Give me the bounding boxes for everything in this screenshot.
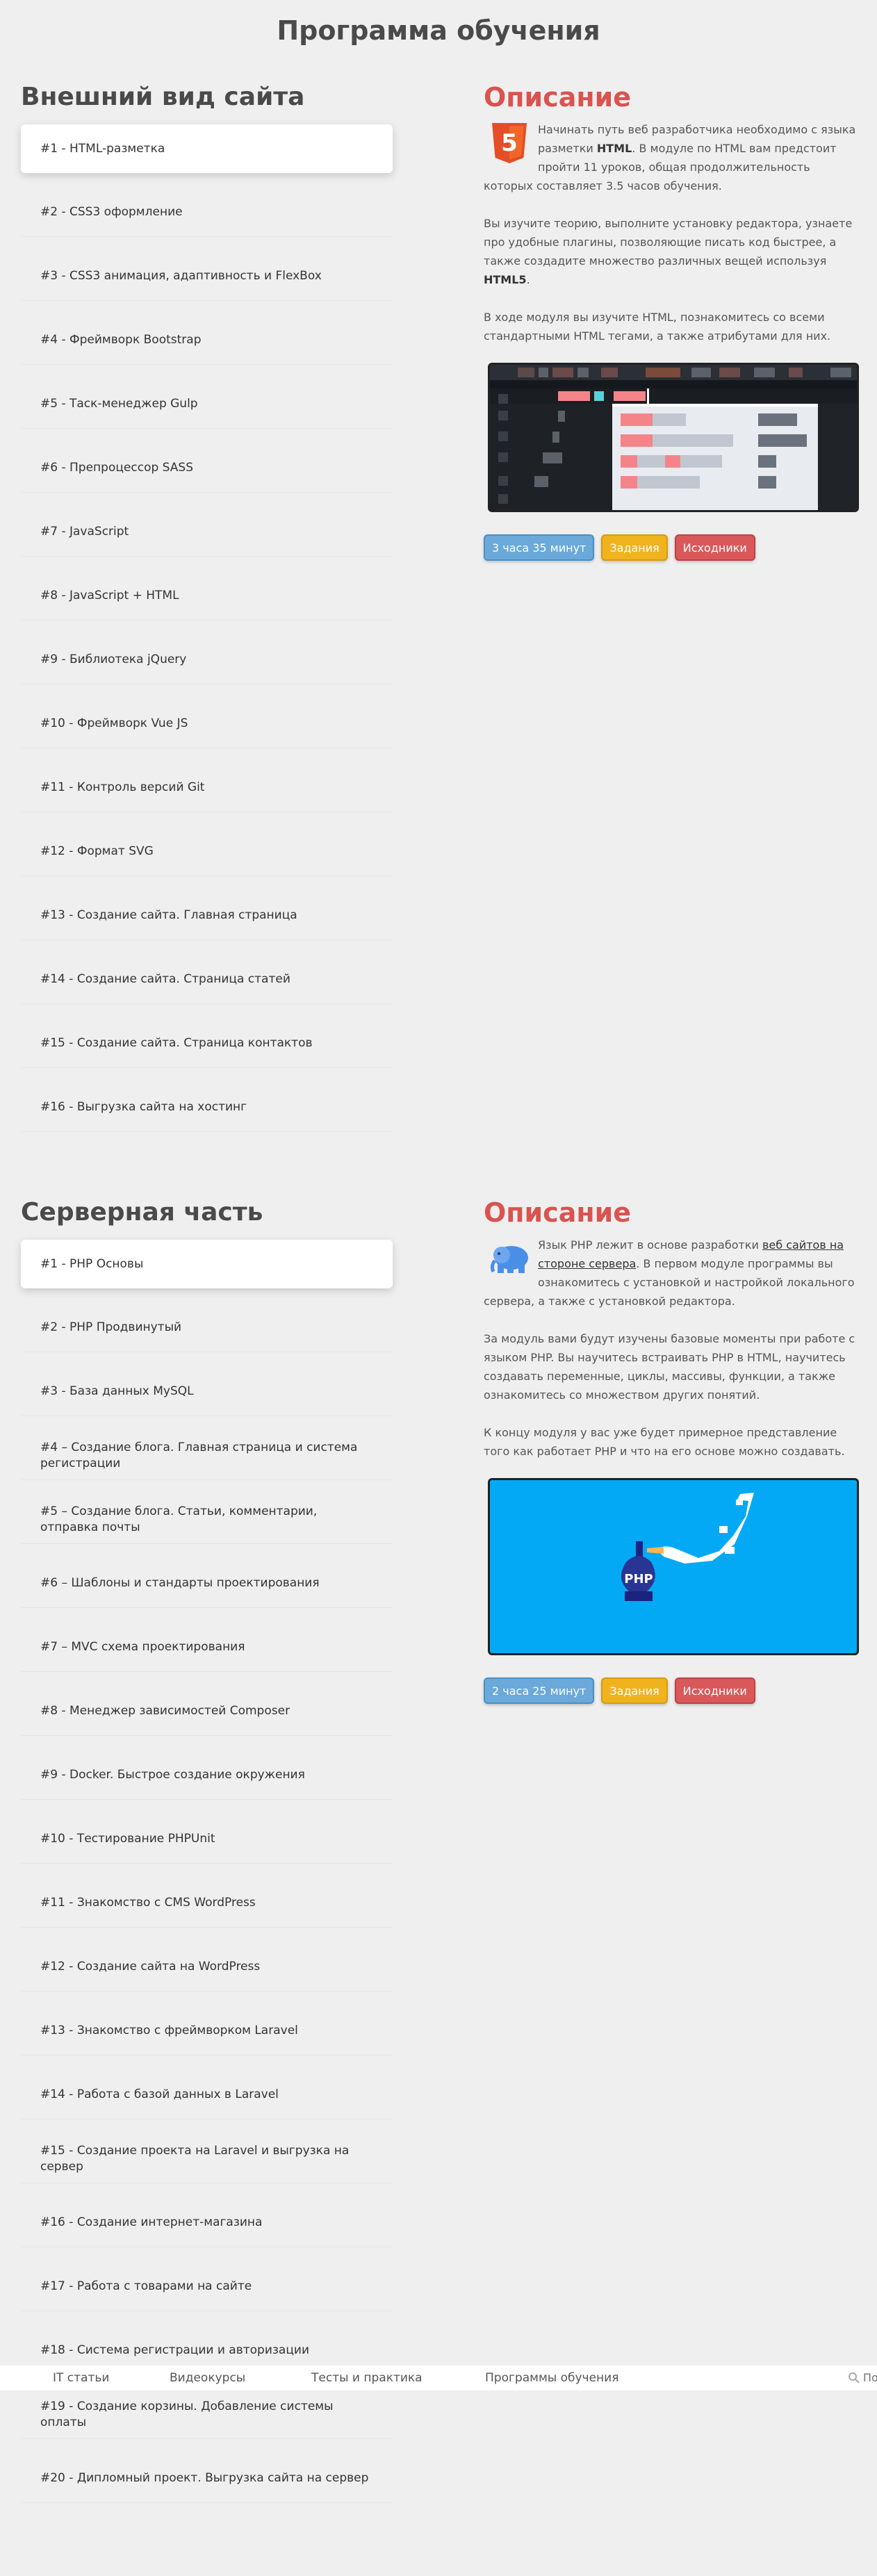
lesson-item[interactable]: #4 – Создание блога. Главная страница и система регистрации — [21, 1431, 393, 1480]
description-heading: Описание — [484, 82, 632, 113]
lesson-item[interactable]: #7 - JavaScript — [21, 508, 393, 557]
lesson-item[interactable]: #18 - Система регистрации и авторизации — [21, 2327, 393, 2375]
lesson-item[interactable]: #7 – MVC схема проектирования — [21, 1623, 393, 1672]
description-paragraph: В ходе модуля вы изучите HTML, познакомитесь со всеми стандартными HTML тегами, а также атрибутами для них. — [484, 311, 831, 343]
lesson-item[interactable]: #11 - Контроль версий Git — [21, 764, 393, 812]
text-bold: HTML5 — [484, 273, 527, 286]
description-paragraph — [484, 120, 860, 195]
lesson-item[interactable]: #16 - Создание интернет-магазина — [21, 2199, 393, 2247]
backend-description — [484, 1195, 860, 1704]
lesson-item[interactable]: #15 - Создание проекта на Laravel и выгрузка на сервер — [21, 2135, 393, 2183]
lesson-item[interactable]: #19 - Создание корзины. Добавление системы оплаты — [21, 2390, 393, 2439]
lesson-item[interactable]: #6 - Препроцессор SASS — [21, 444, 393, 493]
lesson-item[interactable]: #9 - Docker. Быстрое создание окружения — [21, 1751, 393, 1800]
course-preview-image — [488, 1478, 859, 1655]
html5-icon-label: 5 — [501, 129, 518, 157]
frontend-description — [484, 80, 860, 561]
lesson-item[interactable]: #2 - CSS3 оформление — [21, 188, 393, 237]
lesson-item[interactable]: #9 - Библиотека jQuery — [21, 636, 393, 684]
description-body — [484, 1236, 860, 1461]
lesson-item[interactable]: #1 - PHP Основы — [21, 1240, 393, 1288]
description-paragraph: К концу модуля у вас уже будет примерное представление того как работает PHP и что на его основе можно создавать. — [484, 1426, 845, 1458]
frontend-lesson-column — [21, 80, 393, 1147]
lesson-item[interactable]: #10 - Тестирование PHPUnit — [21, 1815, 393, 1864]
course-badges — [484, 534, 860, 561]
description-paragraph — [484, 1236, 860, 1311]
nav-link-programs[interactable]: Программы обучения — [485, 2371, 619, 2385]
lesson-item[interactable]: #11 - Знакомство с CMS WordPress — [21, 1879, 393, 1928]
lesson-item[interactable]: #1 - HTML-разметка — [21, 124, 393, 173]
nav-link-tests-practice[interactable]: Тесты и практика — [311, 2371, 423, 2385]
text-run: Вы изучите теорию, выполните установку редактора, узнаете про удобные плагины, позволяющие писать код быстрее, а также создадите множество различных вещей используя — [484, 217, 853, 268]
backend-lesson-column — [21, 1195, 393, 2518]
duration-badge[interactable]: 3 часа 35 минут — [484, 534, 594, 561]
lesson-item[interactable]: #17 - Работа с товарами на сайте — [21, 2263, 393, 2311]
inline-link[interactable]: веб сайтов на стороне сервера — [538, 1238, 844, 1270]
text-run: . — [526, 273, 530, 286]
lesson-item[interactable]: #12 - Формат SVG — [21, 828, 393, 876]
tasks-button[interactable]: Задания — [601, 1677, 667, 1704]
lesson-list — [21, 124, 393, 1132]
lesson-item[interactable]: #13 - Создание сайта. Главная страница — [21, 892, 393, 940]
search-icon[interactable] — [848, 2372, 860, 2384]
lesson-item[interactable]: #2 - PHP Продвинутый — [21, 1304, 393, 1352]
php-bird-illustration — [490, 1480, 859, 1655]
course-badges — [484, 1677, 860, 1704]
section-heading: Внешний вид сайта — [21, 83, 305, 111]
search-input[interactable] — [863, 2371, 877, 2384]
lesson-item[interactable]: #4 - Фреймворк Bootstrap — [21, 316, 393, 365]
text-run: Начинать путь веб разработчика необходимо с языка разметки — [538, 123, 856, 155]
lesson-list — [21, 1240, 393, 2503]
code-editor-illustration — [490, 365, 859, 512]
text-run: Язык PHP лежит в основе разработки — [538, 1238, 762, 1252]
text-run: . В первом модуле программы вы ознакомитесь с установкой и настройкой локального сервера, а также с установкой редактора. — [484, 1257, 855, 1308]
lesson-item[interactable]: #14 - Создание сайта. Страница статей — [21, 955, 393, 1004]
description-heading: Описание — [484, 1197, 632, 1228]
description-paragraph: За модуль вами будут изучены базовые моменты при работе с языком PHP. Вы научитесь встраивать PHP в HTML, научитесь создавать переменные, циклы, массивы, функции, а также ознакомитесь со множеством других понятий. — [484, 1332, 855, 1402]
nav-search — [848, 2371, 877, 2384]
lesson-item[interactable]: #20 - Дипломный проект. Выгрузка сайта на сервер — [21, 2454, 393, 2503]
bottom-navigation-bar — [0, 2365, 877, 2390]
lesson-item[interactable]: #8 - Менеджер зависимостей Composer — [21, 1687, 393, 1736]
duration-badge[interactable]: 2 часа 25 минут — [484, 1677, 594, 1704]
lesson-item[interactable]: #16 - Выгрузка сайта на хостинг — [21, 1083, 393, 1132]
section-heading: Серверная часть — [21, 1198, 263, 1227]
page-title: Программа обучения — [277, 15, 600, 46]
lesson-item[interactable]: #12 - Создание сайта на WordPress — [21, 1943, 393, 1992]
source-code-button[interactable]: Исходники — [675, 534, 755, 561]
lesson-item[interactable]: #5 – Создание блога. Статьи, комментарии, отправка почты — [21, 1495, 393, 1544]
lesson-item[interactable]: #10 - Фреймворк Vue JS — [21, 700, 393, 748]
nav-link-video-courses[interactable]: Видеокурсы — [170, 2371, 246, 2385]
description-body — [484, 120, 860, 345]
lesson-item[interactable]: #14 - Работа с базой данных в Laravel — [21, 2071, 393, 2119]
course-preview-image — [488, 363, 859, 512]
lesson-item[interactable]: #3 - CSS3 анимация, адаптивность и FlexBox — [21, 252, 393, 301]
php-elephant-icon — [488, 1237, 531, 1280]
source-code-button[interactable]: Исходники — [675, 1677, 755, 1704]
nav-link-it-articles[interactable]: IT статьи — [53, 2371, 110, 2385]
lesson-item[interactable]: #15 - Создание сайта. Страница контактов — [21, 1019, 393, 1068]
tasks-button[interactable]: Задания — [601, 534, 667, 561]
lesson-item[interactable]: #8 - JavaScript + HTML — [21, 572, 393, 621]
lesson-item[interactable]: #3 - База данных MySQL — [21, 1368, 393, 1416]
text-run: . В модуле по HTML вам предстоит пройти 11 уроков, общая продолжительность которых составляет 3.5 часов обучения. — [484, 142, 837, 192]
html5-icon — [488, 122, 531, 165]
text-bold: HTML — [596, 142, 632, 155]
description-paragraph — [484, 214, 860, 289]
php-logo-label: PHP — [624, 1572, 653, 1586]
lesson-item[interactable]: #6 – Шаблоны и стандарты проектирования — [21, 1559, 393, 1608]
lesson-item[interactable]: #5 - Таск-менеджер Gulp — [21, 380, 393, 429]
lesson-item[interactable]: #13 - Знакомство с фреймворком Laravel — [21, 2007, 393, 2056]
